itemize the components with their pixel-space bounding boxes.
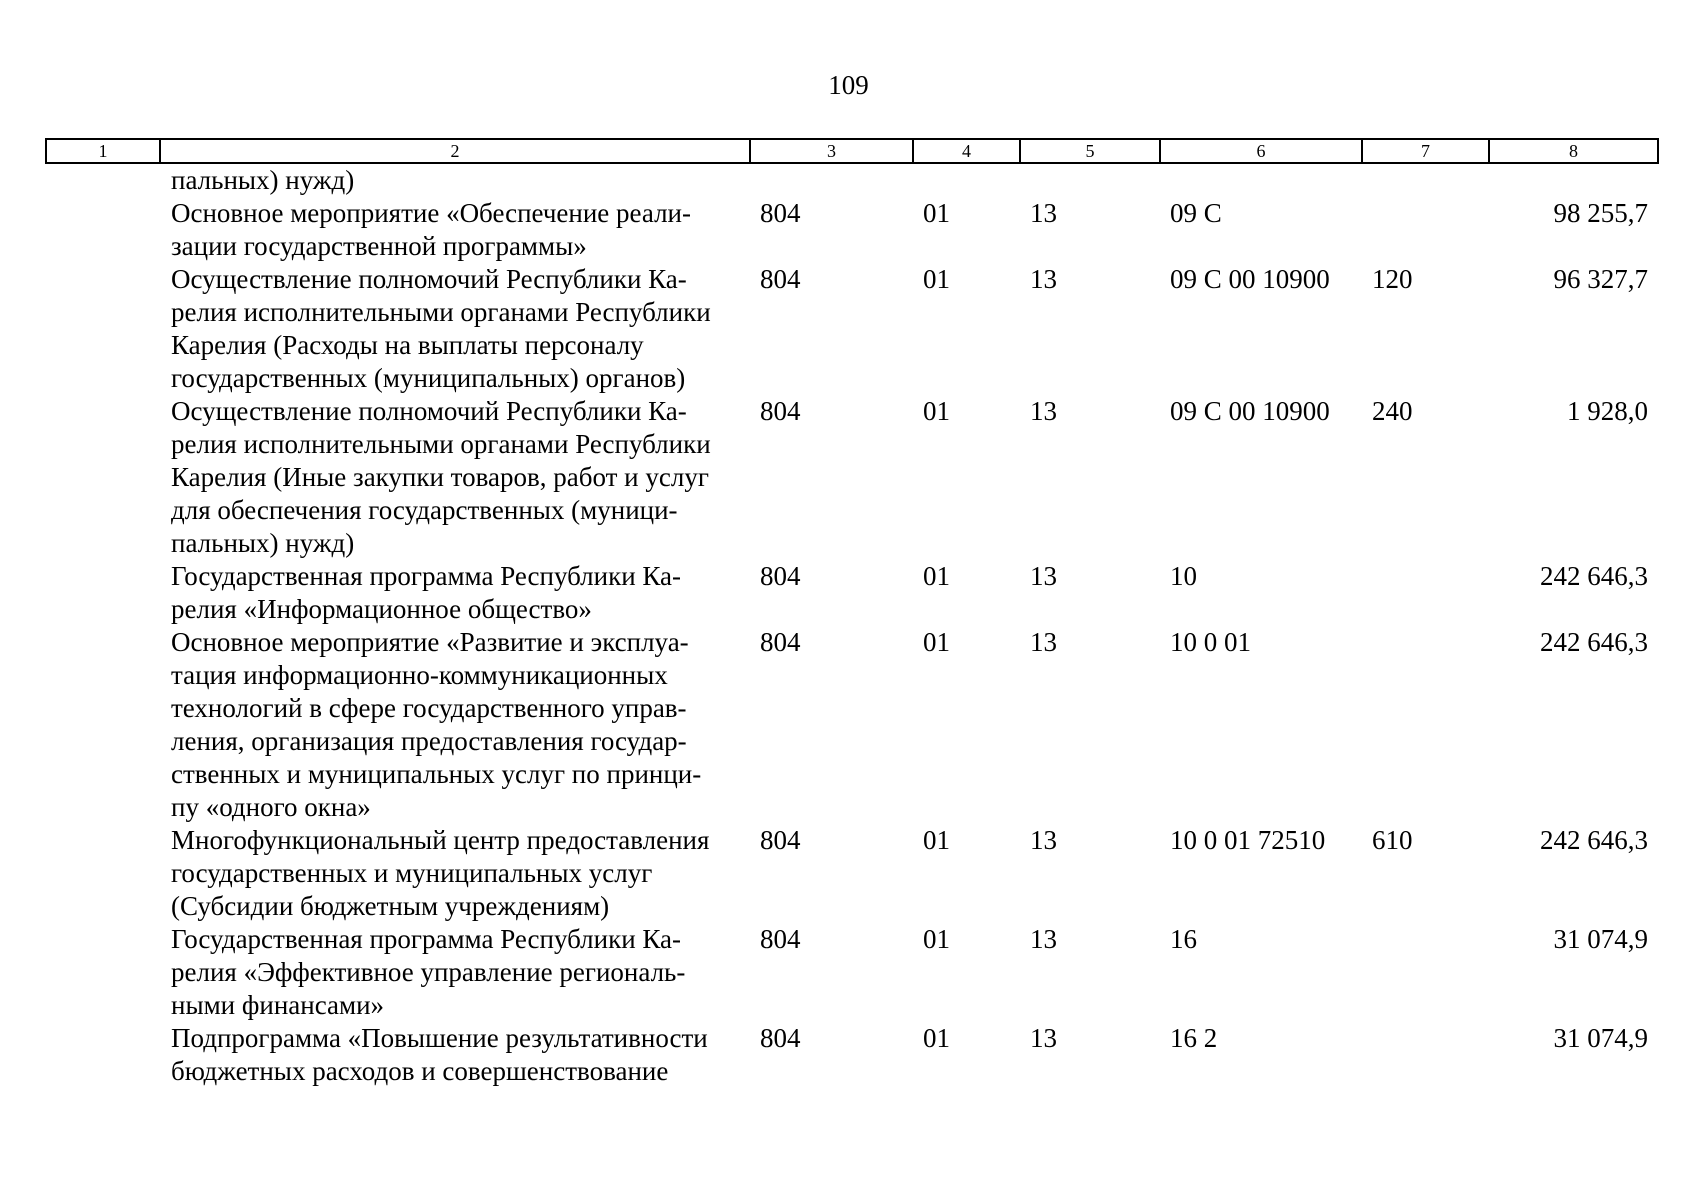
row-code-7: [1362, 923, 1489, 1022]
row-code-5: 13: [1030, 627, 1057, 657]
row-code-7: [1362, 560, 1489, 626]
column-header-1: 1: [46, 139, 160, 163]
table-row: [46, 626, 1658, 824]
row-code-4: 01: [923, 396, 950, 426]
column-header-6: 6: [1160, 139, 1362, 163]
table-row: [46, 263, 1658, 395]
row-col-1: [46, 163, 160, 197]
row-col-1: [46, 395, 160, 560]
row-code-5: 13: [1030, 198, 1057, 228]
header-row: [46, 139, 1658, 163]
row-code-7: 610: [1372, 825, 1413, 855]
row-col-1: [46, 263, 160, 395]
row-code-7: [1362, 1022, 1489, 1088]
column-header-4: 4: [913, 139, 1020, 163]
row-name: Подпрограмма «Повышение результативности бюджетных расходов и совершенствование: [171, 1023, 708, 1086]
column-header-7: 7: [1362, 139, 1489, 163]
row-code-4: 01: [923, 627, 950, 657]
row-col-1: [46, 824, 160, 923]
row-name: Осуществление полномочий Республики Ка- релия исполнительными органами Республики Карелия (Расходы на выплаты персоналу государственных (муниципальных) органов): [171, 264, 711, 393]
row-name: Осуществление полномочий Республики Ка- релия исполнительными органами Республики Карелия (Иные закупки товаров, работ и услуг для обеспечения государственных (муници- пальных) нужд): [171, 396, 711, 558]
row-amount: [1489, 163, 1658, 197]
row-code-5: 13: [1030, 1023, 1057, 1053]
row-code-4: 01: [923, 924, 950, 954]
row-code-4: 01: [923, 198, 950, 228]
row-code-5: [1020, 163, 1160, 197]
row-code-3: [750, 163, 913, 197]
row-amount: 1 928,0: [1567, 396, 1648, 426]
row-amount: 242 646,3: [1540, 627, 1648, 657]
row-code-3: 804: [760, 1023, 801, 1053]
table-row: [46, 560, 1658, 626]
row-code-5: 13: [1030, 825, 1057, 855]
row-code-5: 13: [1030, 396, 1057, 426]
row-amount: 31 074,9: [1553, 1023, 1648, 1053]
row-code-5: 13: [1030, 264, 1057, 294]
row-code-7: 240: [1372, 396, 1413, 426]
row-name: пальных) нужд): [171, 165, 355, 195]
column-header-5: 5: [1020, 139, 1160, 163]
column-header-2: 2: [160, 139, 750, 163]
budget-table: [45, 138, 1659, 1088]
row-amount: 31 074,9: [1553, 924, 1648, 954]
row-col-1: [46, 923, 160, 1022]
row-name: Основное мероприятие «Обеспечение реали- зации государственной программы»: [171, 198, 691, 261]
row-code-4: [913, 163, 1020, 197]
row-code-7: [1362, 197, 1489, 263]
row-col-1: [46, 560, 160, 626]
row-col-1: [46, 197, 160, 263]
column-header-3: 3: [750, 139, 913, 163]
table-row: [46, 395, 1658, 560]
row-code-6: 10 0 01 72510: [1170, 825, 1326, 855]
table-row: [46, 163, 1658, 197]
table-body: [46, 163, 1658, 1088]
row-code-3: 804: [760, 198, 801, 228]
table-row: [46, 197, 1658, 263]
row-code-3: 804: [760, 825, 801, 855]
row-code-4: 01: [923, 561, 950, 591]
row-name: Государственная программа Республики Ка- релия «Информационное общество»: [171, 561, 682, 624]
row-col-1: [46, 1022, 160, 1088]
row-code-3: 804: [760, 924, 801, 954]
row-code-3: 804: [760, 396, 801, 426]
row-code-6: [1160, 163, 1362, 197]
row-code-6: 09 С 00 10900: [1170, 264, 1330, 294]
row-code-3: 804: [760, 264, 801, 294]
row-amount: 242 646,3: [1540, 825, 1648, 855]
row-code-6: 10: [1170, 561, 1197, 591]
table-row: [46, 824, 1658, 923]
row-amount: 242 646,3: [1540, 561, 1648, 591]
page-number: 109: [828, 70, 869, 100]
row-code-5: 13: [1030, 924, 1057, 954]
row-name: Многофункциональный центр предоставления государственных и муниципальных услуг (Субсидии бюджетным учреждениям): [171, 825, 710, 921]
row-code-4: 01: [923, 825, 950, 855]
row-code-6: 16 2: [1170, 1023, 1218, 1053]
row-code-7: [1362, 626, 1489, 824]
row-code-6: 09 С: [1170, 198, 1222, 228]
row-code-5: 13: [1030, 561, 1057, 591]
table-header: [46, 139, 1658, 163]
row-col-1: [46, 626, 160, 824]
row-code-4: 01: [923, 1023, 950, 1053]
row-code-7: 120: [1372, 264, 1413, 294]
row-name: Государственная программа Республики Ка- релия «Эффективное управление региональ- ными финансами»: [171, 924, 686, 1020]
row-code-6: 10 0 01: [1170, 627, 1251, 657]
row-code-4: 01: [923, 264, 950, 294]
row-amount: 96 327,7: [1553, 264, 1648, 294]
row-code-3: 804: [760, 627, 801, 657]
column-header-8: 8: [1489, 139, 1658, 163]
table-row: [46, 923, 1658, 1022]
row-amount: 98 255,7: [1553, 198, 1648, 228]
row-code-7: [1362, 163, 1489, 197]
row-code-6: 09 С 00 10900: [1170, 396, 1330, 426]
row-code-3: 804: [760, 561, 801, 591]
row-code-6: 16: [1170, 924, 1197, 954]
table-row: [46, 1022, 1658, 1088]
row-name: Основное мероприятие «Развитие и эксплуа- тация информационно-коммуникационных технологий в сфере государственного управ- ления, организация предоставления государ- ственных и муниципальных услуг по принци- пу «одного окна»: [171, 627, 702, 822]
